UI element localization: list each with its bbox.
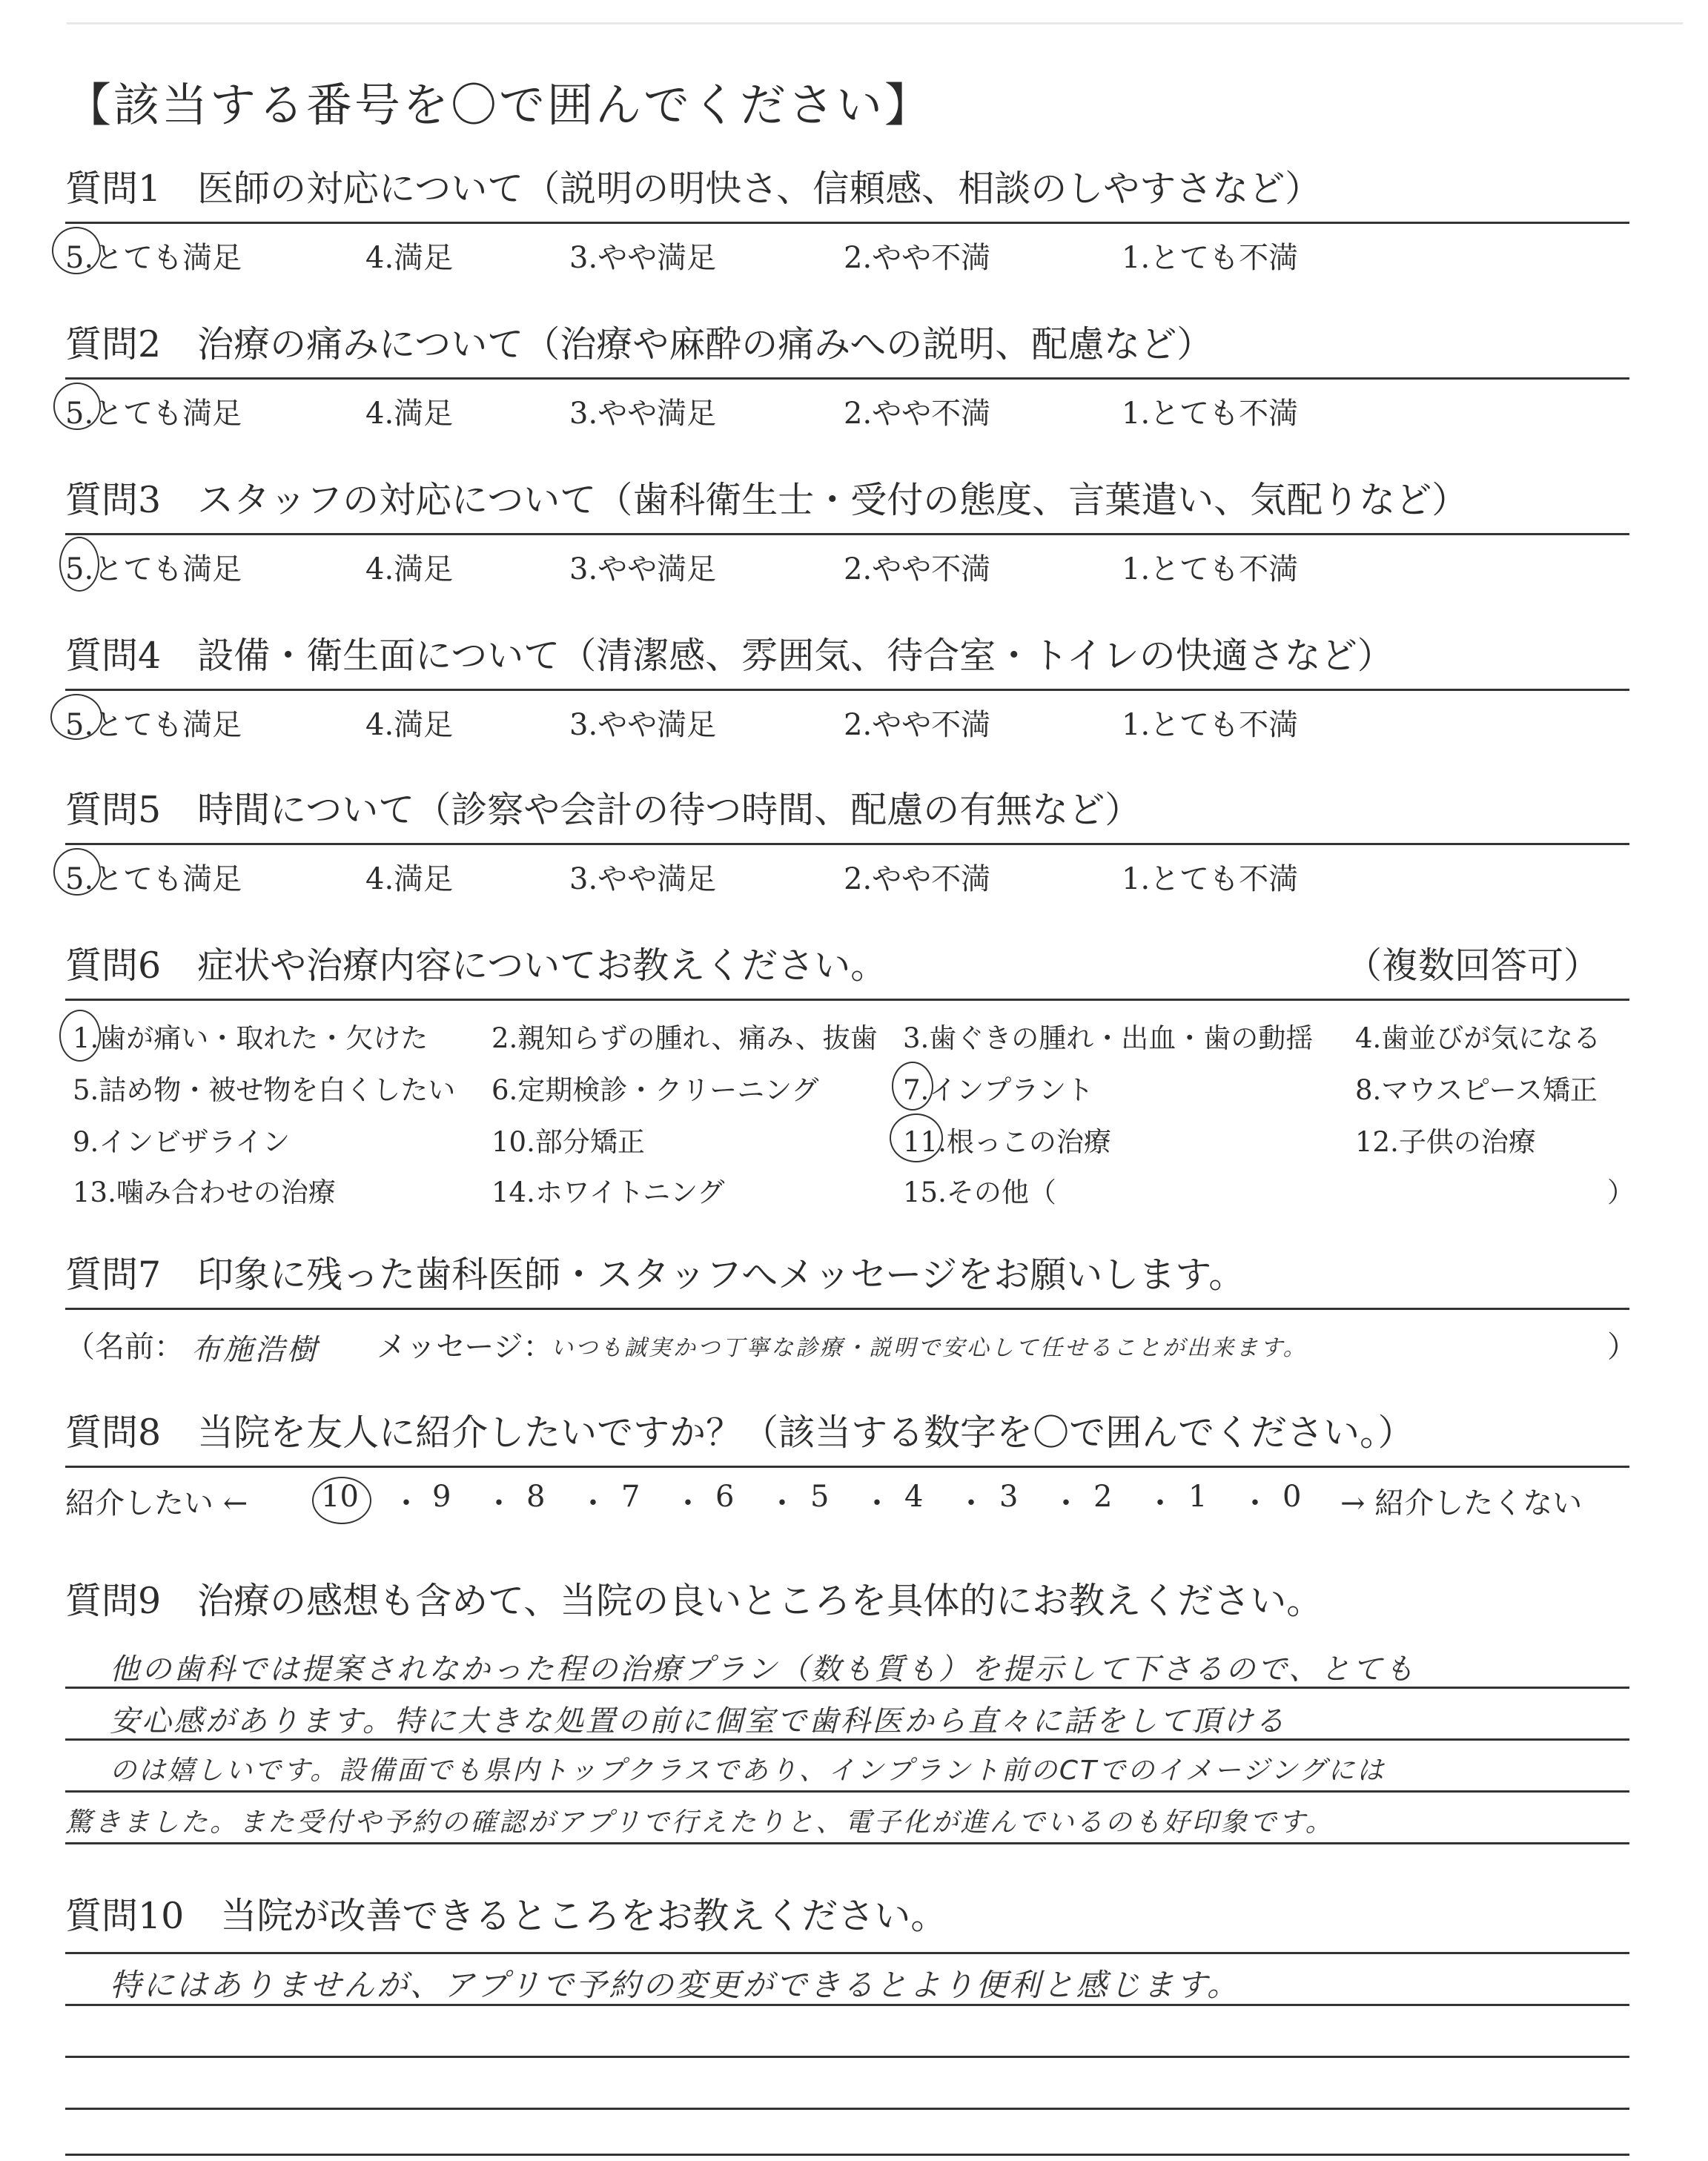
option-2[interactable]: 2.やや不満 — [844, 397, 991, 431]
scale-4[interactable]: 4 — [904, 1480, 924, 1514]
answer-10-line-1: 特にはありませんが、アプリで予約の変更ができるとより便利と感じます。 — [110, 1967, 1240, 2003]
scale-dot: ・ — [1051, 1486, 1081, 1520]
scale-dot: ・ — [767, 1486, 797, 1520]
question-4-options — [65, 691, 1629, 743]
question-8-title: 質問8 当院を友人に紹介したいですか？（該当する数字を〇で囲んでください。） — [65, 1412, 1414, 1454]
question-2-title: 質問2 治療の痛みについて（治療や麻酔の痛みへの説明、配慮など） — [65, 323, 1214, 365]
answer-9-line-2: 安心感があります。特に大きな処置の前に個室で歯科医から直々に話をして頂ける — [110, 1704, 1287, 1738]
symptom-option-15[interactable]: 15.その他（ — [903, 1177, 1056, 1208]
question-5-options — [65, 845, 1629, 897]
scale-dot: ・ — [391, 1486, 421, 1520]
option-1[interactable]: 1.とても不満 — [1122, 241, 1299, 275]
top-border — [67, 22, 1683, 24]
scale-dot: ・ — [673, 1486, 703, 1520]
option-1[interactable]: 1.とても不満 — [1122, 397, 1299, 431]
scale-3[interactable]: 3 — [999, 1480, 1019, 1514]
symptom-option-8[interactable]: 8.マウスピース矯正 — [1355, 1074, 1598, 1106]
option-4[interactable]: 4.満足 — [365, 397, 454, 431]
question-4 — [65, 634, 1629, 743]
question-9-title: 質問9 治療の感想も含めて、当院の良いところを具体的にお教えください。 — [65, 1580, 1323, 1622]
symptom-option-2[interactable]: 2.親知らずの腫れ、痛み、抜歯 — [491, 1022, 878, 1054]
question-2-options — [65, 380, 1629, 431]
scale-dot: ・ — [956, 1486, 986, 1520]
question-9 — [65, 1579, 1629, 1876]
question-10 — [65, 1894, 1629, 2161]
form-header: 【該当する番号を〇で囲んでください】 — [65, 78, 933, 132]
symptom-option-9[interactable]: 9.インビザライン — [73, 1126, 291, 1158]
scale-6[interactable]: 6 — [715, 1480, 735, 1514]
question-2 — [65, 322, 1629, 431]
message-close-paren: ） — [1607, 1330, 1637, 1364]
option-5[interactable]: 5.とても満足 — [65, 397, 242, 431]
name-label: （名前： — [65, 1330, 184, 1364]
question-3-title: 質問3 スタッフの対応について（歯科衛生士・受付の態度、言葉遣い、気配りなど） — [65, 479, 1469, 521]
symptom-option-12[interactable]: 12.子供の治療 — [1355, 1126, 1536, 1158]
selection-circle — [312, 1477, 371, 1524]
option-4[interactable]: 4.満足 — [365, 552, 454, 586]
symptom-option-4[interactable]: 4.歯並びが気になる — [1355, 1022, 1601, 1054]
question-6 — [65, 944, 1635, 1208]
option-4[interactable]: 4.満足 — [365, 241, 454, 275]
symptom-option-10[interactable]: 10.部分矯正 — [491, 1126, 645, 1158]
selection-circle — [892, 1062, 933, 1111]
question-6-title — [65, 944, 1629, 988]
question-5-title: 質問5 時間について（診察や会計の待つ時間、配慮の有無など） — [65, 789, 1142, 831]
option-3[interactable]: 3.やや満足 — [569, 241, 717, 275]
recommend-scale — [65, 1475, 1629, 1527]
option-4[interactable]: 4.満足 — [365, 708, 454, 742]
option-3[interactable]: 3.やや満足 — [569, 862, 717, 896]
question-8 — [65, 1411, 1629, 1527]
message-line — [65, 1319, 1637, 1367]
symptom-option-6[interactable]: 6.定期検診・クリーニング — [491, 1074, 819, 1106]
option-4[interactable]: 4.満足 — [365, 862, 454, 896]
option-1[interactable]: 1.とても不満 — [1122, 862, 1299, 896]
scale-5[interactable]: 5 — [810, 1480, 830, 1514]
question-1-options — [65, 224, 1629, 276]
answer-9-line-3: のは嬉しいです。設備面でも県内トップクラスであり、インプラント前のCTでのイメージングには — [110, 1755, 1386, 1786]
scale-dot: ・ — [578, 1486, 608, 1520]
scale-left-label: 紹介したい ← — [65, 1486, 248, 1520]
scale-7[interactable]: 7 — [621, 1480, 640, 1514]
question-10-title: 質問10 当院が改善できるところをお教えください。 — [65, 1895, 947, 1937]
option-2[interactable]: 2.やや不満 — [844, 708, 991, 742]
message-label: メッセージ： — [377, 1330, 553, 1364]
question-6-title-text: 質問6 症状や治療内容についてお教えください。 — [65, 944, 887, 987]
option-3[interactable]: 3.やや満足 — [569, 552, 717, 586]
question-5 — [65, 788, 1629, 897]
selection-circle — [52, 227, 101, 274]
question-3 — [65, 478, 1629, 587]
question-7 — [65, 1253, 1637, 1367]
selection-circle — [50, 694, 102, 740]
scale-1[interactable]: 1 — [1188, 1480, 1208, 1514]
selection-circle — [59, 1010, 101, 1062]
scale-right-label: → 紹介したくない — [1340, 1486, 1583, 1520]
scale-0[interactable]: 0 — [1282, 1480, 1302, 1514]
scale-dot: ・ — [1145, 1486, 1175, 1520]
scale-10[interactable]: 10 — [321, 1480, 359, 1514]
selection-circle — [59, 537, 99, 592]
symptom-option-5[interactable]: 5.詰め物・被せ物を白くしたい — [73, 1074, 456, 1106]
message-value[interactable]: いつも誠実かつ丁寧な診療・説明で安心して任せることが出来ます。 — [551, 1335, 1308, 1361]
scale-2[interactable]: 2 — [1093, 1480, 1113, 1514]
option-2[interactable]: 2.やや不満 — [844, 241, 991, 275]
symptom-option-3[interactable]: 3.歯ぐきの腫れ・出血・歯の動揺 — [903, 1022, 1314, 1054]
other-close-paren: ） — [1607, 1177, 1635, 1208]
symptom-option-1[interactable]: 1.歯が痛い・取れた・欠けた — [73, 1022, 428, 1054]
symptom-option-14[interactable]: 14.ホワイトニング — [491, 1177, 725, 1208]
scale-9[interactable]: 9 — [432, 1480, 451, 1514]
option-5[interactable]: 5.とても満足 — [65, 862, 242, 896]
answer-9-line-4: 驚きました。また受付や予約の確認がアプリで行えたりと、電子化が進んでいるのも好印象です。 — [65, 1807, 1334, 1838]
option-1[interactable]: 1.とても不満 — [1122, 708, 1299, 742]
question-4-title: 質問4 設備・衛生面について（清潔感、雰囲気、待合室・トイレの快適さなど） — [65, 635, 1394, 677]
scale-dot: ・ — [862, 1486, 892, 1520]
answer-9-line-1: 他の歯科では提案されなかった程の治療プラン（数も質も）を提示して下さるので、とても — [110, 1652, 1417, 1687]
question-9-answer[interactable] — [65, 1624, 1629, 1876]
symptom-option-11[interactable]: 11.根っこの治療 — [903, 1126, 1111, 1158]
multiple-answers-note: （複数回答可） — [1345, 944, 1600, 987]
symptom-option-7[interactable]: 7.インプラント — [903, 1074, 1094, 1106]
option-1[interactable]: 1.とても不満 — [1122, 552, 1299, 586]
question-1-title: 質問1 医師の対応について（説明の明快さ、信頼感、相談のしやすさなど） — [65, 168, 1322, 210]
scale-dot: ・ — [484, 1486, 514, 1520]
question-7-title: 質問7 印象に残った歯科医師・スタッフへメッセージをお願いします。 — [65, 1254, 1245, 1296]
option-5[interactable]: 5.とても満足 — [65, 708, 242, 742]
option-3[interactable]: 3.やや満足 — [569, 397, 717, 431]
scale-dot: ・ — [1240, 1486, 1270, 1520]
question-3-options — [65, 535, 1629, 587]
symptom-option-13[interactable]: 13.噛み合わせの治療 — [73, 1177, 336, 1208]
selection-circle — [53, 848, 101, 896]
question-10-answer[interactable] — [65, 1939, 1629, 2161]
selection-circle — [53, 383, 101, 430]
option-5[interactable]: 5.とても満足 — [65, 241, 242, 275]
option-3[interactable]: 3.やや満足 — [569, 708, 717, 742]
selection-circle — [890, 1113, 943, 1162]
question-1 — [65, 167, 1629, 276]
option-2[interactable]: 2.やや不満 — [844, 552, 991, 586]
name-value[interactable]: 布施浩樹 — [191, 1333, 319, 1367]
option-5[interactable]: 5.とても満足 — [65, 552, 242, 586]
option-2[interactable]: 2.やや不満 — [844, 862, 991, 896]
scale-8[interactable]: 8 — [526, 1480, 546, 1514]
